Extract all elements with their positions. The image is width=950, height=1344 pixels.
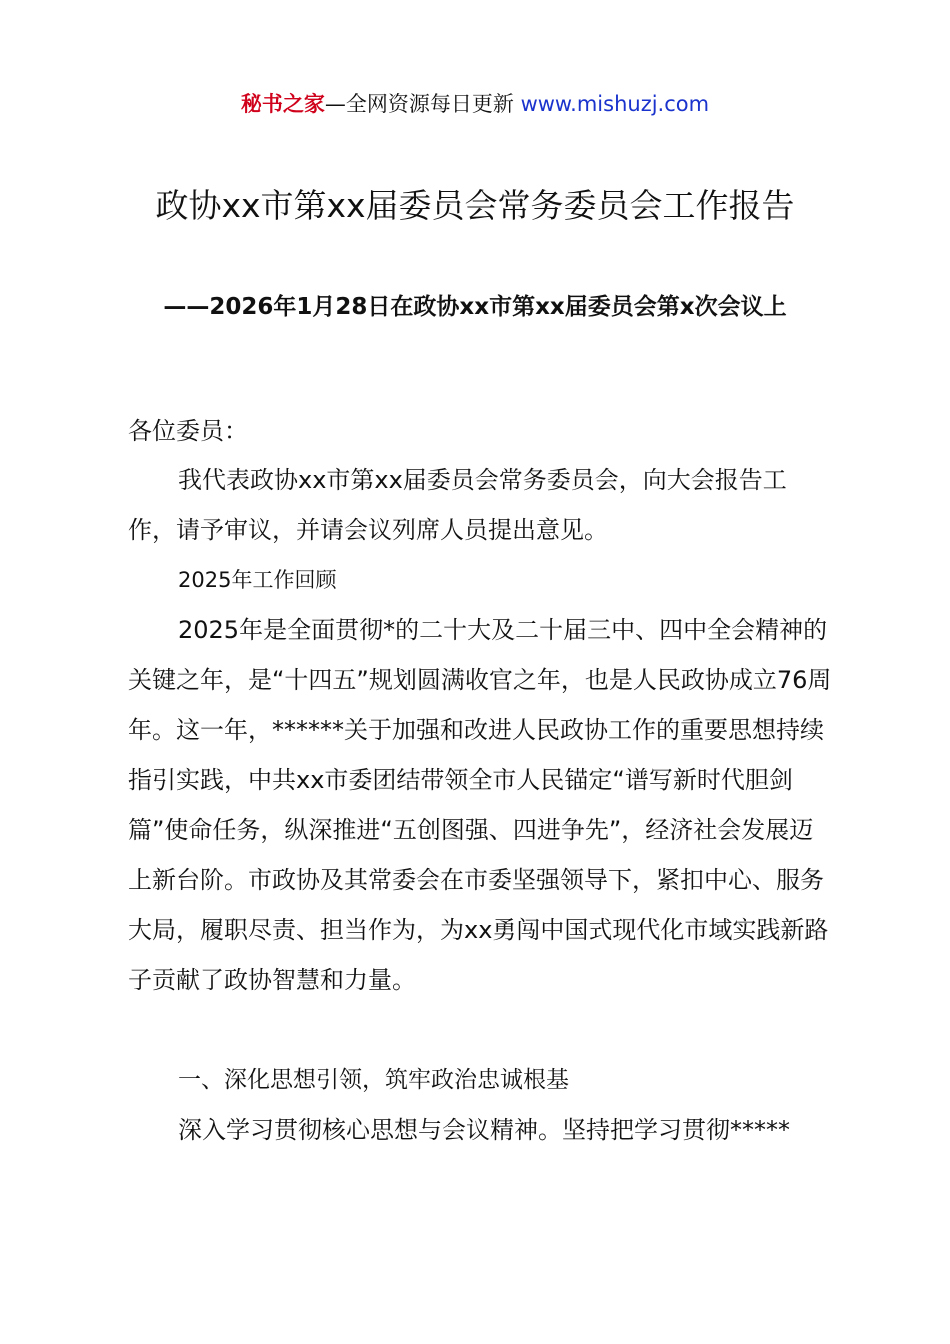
header-slogan: —全网资源每日更新 <box>324 92 514 116</box>
review-paragraph: 2025年是全面贯彻*的二十大及二十届三中、四中全会精神的关键之年，是“十四五”规划圆满收官之年，也是人民政协成立76周年。这一年，******关于加强和改进人民政协工作的重要思想持续指引实践，中共xx市委团结带领全市人民锚定“谱写新时代胆剑篇”使命任务，纵深推进“五创图强、四进争先”，经济社会发展迈上新台阶。市政协及其常委会在市委坚强领导下，紧扣中心、服务大局，履职尽责、担当作为，为xx勇闯中国式现代化市域实践新路子贡献了政协智慧和力量。 <box>128 616 832 994</box>
brand-name: 秘书之家 <box>240 92 325 116</box>
document-subtitle: ——2026年1月28日在政协xx市第xx届委员会第x次会议上 <box>163 294 787 320</box>
site-url-link[interactable]: www.mishuzj.com <box>520 92 710 116</box>
salutation: 各位委员： <box>128 417 248 445</box>
paragraph-3: 深入学习贯彻核心思想与会议精神。坚持把学习贯彻***** <box>178 1116 790 1144</box>
intro-paragraph: 我代表政协xx市第xx届委员会常务委员会，向大会报告工作，请予审议，并请会议列席人员提出意见。 <box>128 466 787 544</box>
document-title: 政协xx市第xx届委员会常务委员会工作报告 <box>155 186 795 225</box>
site-header <box>0 88 950 120</box>
section-title: 2025年工作回顾 <box>178 568 337 592</box>
section-heading-1: 一、深化思想引领，筑牢政治忠诚根基 <box>178 1067 569 1093</box>
